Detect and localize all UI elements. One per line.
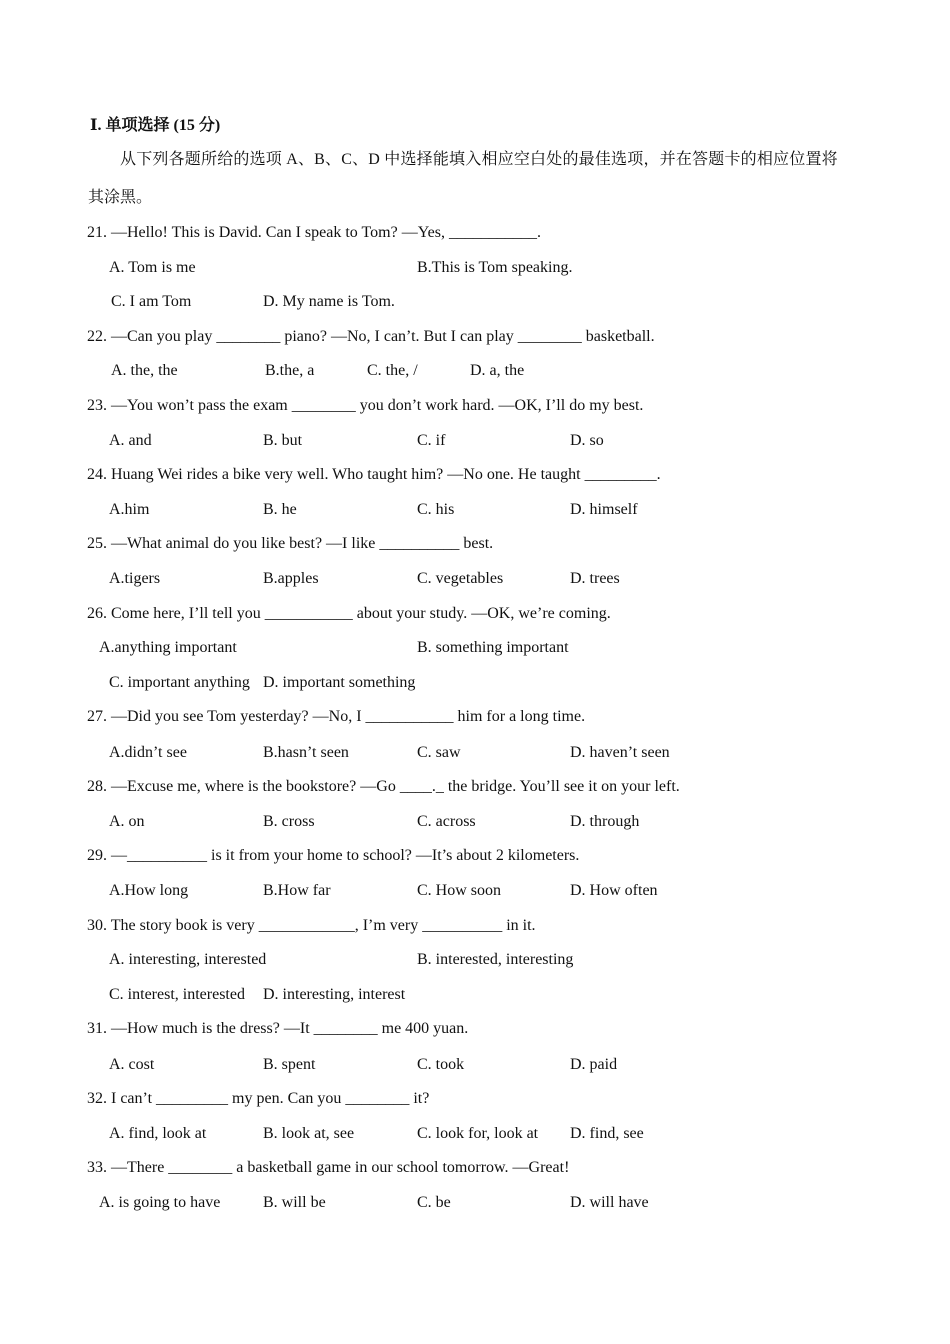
question-29-option-b: B.How far <box>263 882 331 899</box>
question-26-stem: 26. Come here, I’ll tell you ___________ about your study. —OK, we’re coming. <box>87 605 611 622</box>
question-29-option-a: A.How long <box>109 882 189 899</box>
question-23-option-b: B. but <box>263 432 303 449</box>
question-32-stem: 32. I can’t _________ my pen. Can you ________ it? <box>87 1090 430 1107</box>
question-32-option-d: D. find, see <box>570 1125 644 1142</box>
question-30-stem: 30. The story book is very ____________, I’m very __________ in it. <box>87 917 536 934</box>
question-24-option-c: C. his <box>417 501 455 518</box>
question-22-option-d: D. a, the <box>470 362 525 379</box>
question-21-option-d: D. My name is Tom. <box>263 293 395 310</box>
question-29-stem: 29. —__________ is it from your home to school? —It’s about 2 kilometers. <box>87 847 580 864</box>
question-21-option-b: B.This is Tom speaking. <box>417 259 573 276</box>
question-24-option-b: B. he <box>263 501 297 518</box>
question-31-option-b: B. spent <box>263 1056 316 1073</box>
question-29-option-d: D. How often <box>570 882 658 899</box>
question-33-option-c: C. be <box>417 1194 451 1211</box>
instructions-line-2: 其涂黑。 <box>88 189 153 206</box>
question-30-option-d: D. interesting, interest <box>263 986 406 1003</box>
question-30-option-b: B. interested, interesting <box>417 951 574 968</box>
question-26-option-c: C. important anything <box>109 674 250 691</box>
question-33-option-b: B. will be <box>263 1194 326 1211</box>
question-21-stem: 21. —Hello! This is David. Can I speak to Tom? —Yes, ___________. <box>87 224 541 241</box>
question-31-stem: 31. —How much is the dress? —It ________ me 400 yuan. <box>87 1020 469 1037</box>
question-33-option-d: D. will have <box>570 1194 649 1211</box>
question-21-option-a: A. Tom is me <box>109 259 196 276</box>
question-25-stem: 25. —What animal do you like best? —I like __________ best. <box>87 535 494 552</box>
question-27-option-d: D. haven’t seen <box>570 744 670 761</box>
question-30-option-c: C. interest, interested <box>109 986 245 1003</box>
question-32-option-a: A. find, look at <box>109 1125 207 1142</box>
question-32-option-c: C. look for, look at <box>417 1125 539 1142</box>
question-24-stem: 24. Huang Wei rides a bike very well. Who taught him? —No one. He taught _________. <box>87 466 661 483</box>
question-27-option-a: A.didn’t see <box>109 744 187 761</box>
question-28-option-a: A. on <box>109 813 145 830</box>
question-25-option-a: A.tigers <box>109 570 161 587</box>
question-22-option-a: A. the, the <box>111 362 178 379</box>
question-22-option-c: C. the, / <box>367 362 418 379</box>
question-26-option-b: B. something important <box>417 639 569 656</box>
question-28-option-b: B. cross <box>263 813 315 830</box>
question-22-stem: 22. —Can you play ________ piano? —No, I can’t. But I can play ________ basketball. <box>87 328 655 345</box>
question-26-option-d: D. important something <box>263 674 416 691</box>
question-28-option-d: D. through <box>570 813 640 830</box>
question-25-option-d: D. trees <box>570 570 620 587</box>
question-28-stem: 28. —Excuse me, where is the bookstore? —Go ____._ the bridge. You’ll see it on your left. <box>87 778 680 795</box>
question-31-option-d: D. paid <box>570 1056 618 1073</box>
question-29-option-c: C. How soon <box>417 882 502 899</box>
question-33-option-a: A. is going to have <box>99 1194 221 1211</box>
question-22-option-b: B.the, a <box>265 362 315 379</box>
question-31-option-c: C. took <box>417 1056 465 1073</box>
question-27-option-c: C. saw <box>417 744 461 761</box>
question-21-option-c: C. I am Tom <box>111 293 192 310</box>
section-title: Ⅰ. 单项选择 (15 分) <box>90 117 221 134</box>
question-31-option-a: A. cost <box>109 1056 155 1073</box>
question-23-option-c: C. if <box>417 432 446 449</box>
question-24-option-a: A.him <box>109 501 150 518</box>
question-23-option-d: D. so <box>570 432 604 449</box>
question-30-option-a: A. interesting, interested <box>109 951 267 968</box>
question-27-option-b: B.hasn’t seen <box>263 744 349 761</box>
question-27-stem: 27. —Did you see Tom yesterday? —No, I ___________ him for a long time. <box>87 708 586 725</box>
question-32-option-b: B. look at, see <box>263 1125 355 1142</box>
question-23-option-a: A. and <box>109 432 152 449</box>
question-28-option-c: C. across <box>417 813 476 830</box>
question-26-option-a: A.anything important <box>99 639 237 656</box>
question-24-option-d: D. himself <box>570 501 638 518</box>
instructions-line-1: 从下列各题所给的选项 A、B、C、D 中选择能填入相应空白处的最佳选项，并在答题卡的相应位置将 <box>120 151 838 168</box>
question-25-option-c: C. vegetables <box>417 570 504 587</box>
question-23-stem: 23. —You won’t pass the exam ________ you don’t work hard. —OK, I’ll do my best. <box>87 397 644 414</box>
question-33-stem: 33. —There ________ a basketball game in our school tomorrow. —Great! <box>87 1159 570 1176</box>
question-25-option-b: B.apples <box>263 570 319 587</box>
